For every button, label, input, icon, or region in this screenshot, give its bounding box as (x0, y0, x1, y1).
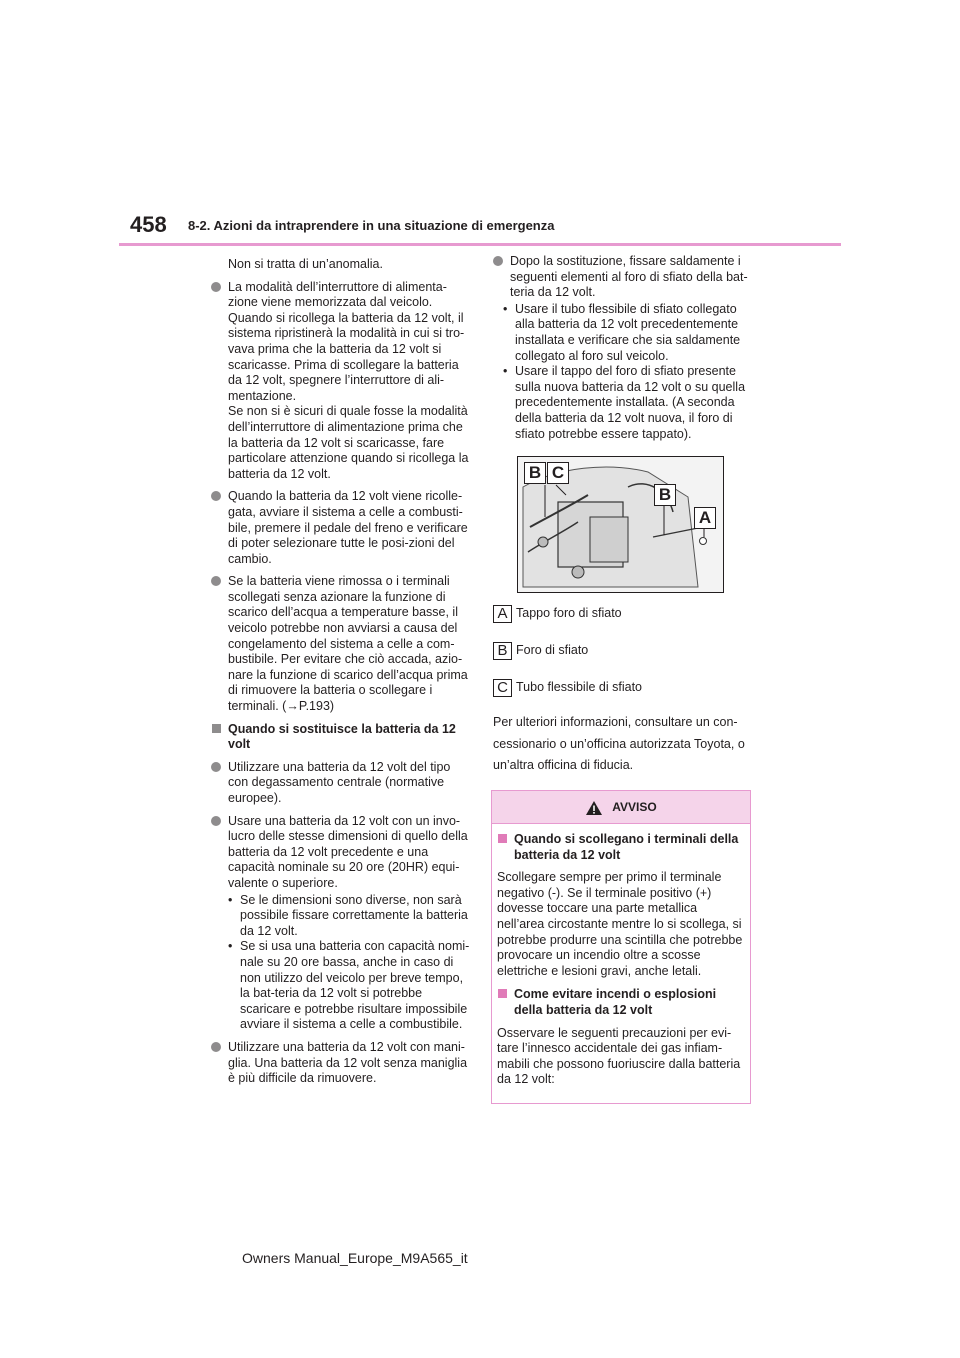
legend-item (493, 605, 755, 623)
legend-item (493, 642, 755, 660)
bullet-text: Dopo la sostituzione, fissare saldamente i seguenti elementi al foro di sfiato della bat-teria da 12 volt. (510, 254, 748, 300)
sub-item: • Usare il tappo del foro di sfiato presente sulla nuova batteria da 12 volt o su quella precedentemente installata. (A seconda della batteria da 12 volt nuova, il foro di sfiato potrebbe essere tappato). (503, 364, 746, 441)
figure-label-a: A (694, 507, 716, 529)
figure-legend (493, 605, 755, 697)
bullet-after-replacement (493, 254, 755, 301)
section-heading-replacement (211, 722, 473, 753)
legend-key: B (493, 642, 512, 660)
sub-item-text: Usare il tappo del foro di sfiato presente sulla nuova batteria da 12 volt o su quella precedentemente installata. (A seconda della batteria da 12 volt nuova, il foro di sfiato potrebbe essere tappato). (515, 364, 746, 441)
bullet-handle (211, 1040, 473, 1087)
sub-item-text: Se le dimensioni sono diverse, non sarà possibile fissare correttamente la batteria da 12 volt. (240, 892, 468, 938)
sub-item-text: Se si usa una batteria con capacità nomi-nale su 20 ore bassa, anche in caso di non utilizzo del veicolo per breve tempo, la bat-teria da 12 volt si potrebbe scaricare e potrebbe risultare impossibile avviare il sistema a celle a combustibile. (240, 939, 470, 1032)
section-title: 8-2. Azioni da intraprendere in una situazione di emergenza (188, 218, 555, 233)
bullet-text: Utilizzare una batteria da 12 volt del tipo con degassamento centrale (normative europee). (228, 759, 451, 805)
warning-header (492, 791, 750, 824)
right-column (493, 254, 755, 777)
figure-label-b: B (524, 462, 546, 484)
bullet-text: Quando la batteria da 12 volt viene ricolle-gata, avviare il sistema a celle a combusti-bile, premere il pedale del freno e verificare di poter selezionare tutte le posi-zioni del cambio. (228, 489, 468, 566)
header-rule (119, 243, 841, 246)
sub-list-vent (493, 302, 755, 442)
heading-text: Quando si scollegano i terminali della batteria da 12 volt (514, 832, 739, 862)
bullet-battery-size (211, 814, 473, 892)
heading-text: Come evitare incendi o esplosioni della batteria da 12 volt (514, 987, 717, 1017)
figure-label-b: B (654, 484, 676, 506)
bullet-reconnect (211, 489, 473, 567)
sub-item: • Se si usa una batteria con capacità nomi-nale su 20 ore bassa, anche in caso di non utilizzo del veicolo per breve tempo, la bat-teria da 12 volt si potrebbe scaricare e potrebbe risultare impossibile avviare il sistema a celle a combustibile. (228, 939, 470, 1032)
bullet-battery-type (211, 760, 473, 807)
warning-text: Osservare le seguenti precauzioni per evi-tare l’innesco accidentale dei gas infiam-mabili che possono fuoriuscire dalla batteria da 12 volt: (497, 1025, 741, 1087)
warning-box (491, 790, 751, 1104)
legend-text: Tappo foro di sfiato (516, 606, 622, 621)
bullet-dot-icon (211, 491, 221, 501)
bullet-dot-icon (211, 1042, 221, 1052)
bullet-power-mode (211, 280, 473, 483)
sub-list-size (211, 893, 473, 1033)
bullet-text: La modalità dell’interruttore di alimenta-zione viene memorizzata dal veicolo. Quando si ricollega la batteria da 12 volt, il sistema ripristinerà la modalità in cui si tro-vava prima che la batteria da 12 volt si scaricasse. Prima di scollegare la batteria da 12 volt, spegnere l’interruttore di ali-mentazione. Se non si è sicuri di quale fosse la modalità dell’interruttore di alimentazione prima che la batteria da 12 volt si scaricasse, fare particolare attenzione quando si ricollega la batteria da 12 volt. (228, 279, 469, 481)
warning-body (492, 824, 750, 1088)
warning-heading-disconnect (497, 832, 745, 863)
left-column (211, 257, 473, 1094)
footer-text: Owners Manual_Europe_M9A565_it (242, 1250, 468, 1266)
sub-item-text: Usare il tubo flessibile di sfiato collegato alla batteria da 12 volt precedentemente installata e verificare che sia saldamente collegato al foro sul veicolo. (515, 301, 741, 363)
legend-text: Tubo flessibile di sfiato (516, 680, 642, 695)
bullet-text: Usare una batteria da 12 volt con un invo-lucro delle stesse dimensioni di quello della batteria da 12 volt precedente e una capacità nominale su 20 ore (20HR) equi-valente o superiore. (228, 813, 468, 890)
page-number: 458 (130, 212, 167, 237)
bullet-dot-icon (211, 576, 221, 586)
bullet-text: Utilizzare una batteria da 12 volt con mani-glia. Una batteria da 12 volt senza maniglia è più difficile da rimuovere. (228, 1039, 468, 1086)
sub-item: • Usare il tubo flessibile di sfiato collegato alla batteria da 12 volt precedentemente installata e verificare che sia saldamente collegato al foro sul veicolo. (503, 301, 741, 363)
bullet-dot-icon (211, 282, 221, 292)
warning-text: Scollegare sempre per primo il terminale negativo (-). Se il terminale positivo (+) dovesse toccare una parte metallica nell’area circostante mentre lo si scollega, si potrebbe produrre una scintilla che potrebbe provocare un incendio oltre a scosse elettriche e lesioni gravi, anche letali. (497, 870, 743, 978)
legend-key: C (493, 679, 512, 697)
square-bullet-icon (498, 989, 507, 998)
square-bullet-icon (212, 724, 221, 733)
more-info-text: Per ulteriori informazioni, consultare un con-cessionario o un’officina autorizzata Toyota, o un’altra officina di fiducia. (493, 715, 745, 773)
battery-vent-figure (517, 456, 724, 593)
bullet-dot-icon (211, 762, 221, 772)
warning-title: AVVISO (612, 800, 657, 815)
bullet-dot-icon (493, 256, 503, 266)
square-bullet-icon (498, 834, 507, 843)
legend-item (493, 679, 755, 697)
bullet-dot-icon (211, 816, 221, 826)
bullet-water-drain (211, 574, 473, 714)
legend-text: Foro di sfiato (516, 643, 589, 658)
sub-item: • Se le dimensioni sono diverse, non sarà possibile fissare correttamente la batteria da 12 volt. (228, 892, 468, 938)
figure-label-c: C (547, 462, 569, 484)
legend-key: A (493, 605, 512, 623)
intro-text: Non si tratta di un’anomalia. (228, 257, 383, 271)
warning-triangle-icon (585, 800, 603, 816)
bullet-text: Se la batteria viene rimossa o i terminali scollegati senza azionare la funzione di scarico dell’acqua a temperature basse, il veicolo potrebbe non avviarsi a causa del congelamento del sistema a celle a com-bustibile. Per evitare che ciò accada, azio-nare la funzione di scarico dell’acqua prima di rimuovere la batteria o scollegare i terminali. (→P.193) (228, 574, 468, 714)
warning-heading-fire (497, 987, 745, 1018)
heading-text: Quando si sostituisce la batteria da 12 volt (228, 721, 456, 752)
